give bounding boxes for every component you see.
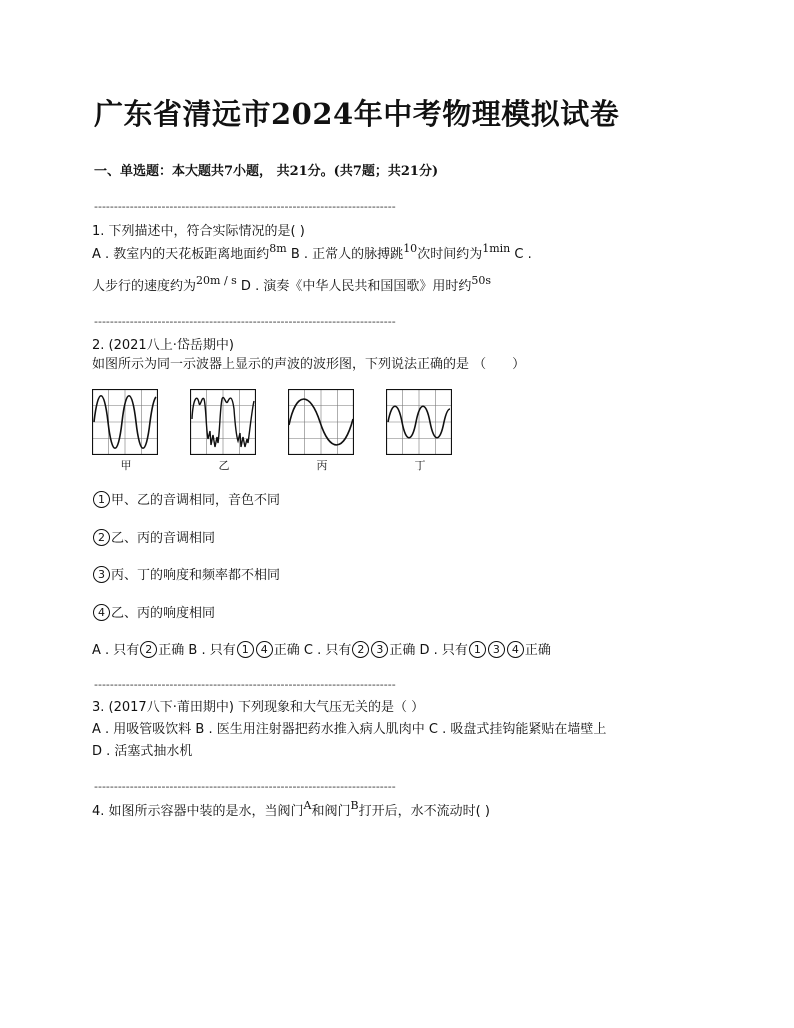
circled-number: 2	[93, 529, 110, 546]
q2-option-c: 正确 C . 只有	[273, 643, 352, 658]
q2-option-d-tail: 正确	[524, 643, 551, 658]
q3-stem: 3. (2017八下·莆田期中) 下列现象和大气压无关的是（ ）	[92, 700, 425, 715]
circled-number: 4	[507, 641, 524, 658]
circled-number: 4	[256, 641, 273, 658]
caption-yi: 乙	[218, 459, 230, 472]
circled-number: 1	[93, 491, 110, 508]
circled-number: 3	[371, 641, 388, 658]
q1-option-b-value-2: 1min	[482, 242, 511, 255]
circled-number: 2	[352, 641, 369, 658]
q1-stem: 1. 下列描述中，符合实际情况的是( )	[92, 224, 305, 239]
q2-stem: 如图所示为同一示波器上显示的声波的波形图，下列说法正确的是 （ ）	[92, 357, 526, 372]
page-title: 广东省清远市2024年中考物理模拟试卷	[94, 97, 620, 131]
q3-options-line-1: A . 用吸管吸饮料 B . 医生用注射器把药水推入病人肌肉中 C . 吸盘式挂钩能紧贴在墙壁上	[92, 722, 607, 737]
caption-ding: 丁	[414, 459, 426, 472]
divider: ----------------------------------------------------------------------------	[94, 315, 396, 328]
divider: ----------------------------------------------------------------------------	[94, 780, 396, 793]
q1-option-d: D . 演奏《中华人民共和国国歌》用时约	[236, 279, 472, 294]
section-header: 一、单选题：本大题共7小题， 共21分。(共7题；共21分)	[94, 164, 439, 179]
q1-option-c-text: 人步行的速度约为	[92, 279, 197, 294]
q2-statement-4	[92, 602, 215, 622]
caption-bing: 丙	[316, 459, 328, 472]
statement-text: 丙、丁的响度和频率都不相同	[111, 568, 281, 583]
q1-option-a: A . 教室内的天花板距离地面约	[92, 247, 270, 262]
q1-option-b-mid: 次时间约为	[417, 247, 483, 262]
statement-text: 乙、丙的响度相同	[111, 606, 216, 621]
q2-option-d: 正确 D . 只有	[389, 643, 468, 658]
q1-option-d-value: 50s	[471, 274, 491, 287]
q4-stem-mid: 和阀门	[311, 804, 351, 819]
q4-stem-start: 4. 如图所示容器中装的是水，当阀门	[92, 804, 304, 819]
circled-number: 2	[140, 641, 157, 658]
divider: ----------------------------------------------------------------------------	[94, 678, 396, 691]
divider: ----------------------------------------------------------------------------	[94, 200, 396, 213]
q2-option-b: 正确 B . 只有	[158, 643, 236, 658]
valve-a-label: A	[303, 799, 312, 812]
q2-statement-3	[92, 564, 280, 584]
statement-text: 乙、丙的音调相同	[111, 531, 216, 546]
circled-number: 4	[93, 604, 110, 621]
q2-options	[92, 639, 551, 659]
circled-number: 1	[237, 641, 254, 658]
valve-b-label: B	[350, 799, 359, 812]
q1-option-b: B . 正常人的脉搏跳	[286, 247, 404, 262]
q1-options-line-1	[92, 243, 532, 262]
waveform-jia	[92, 389, 160, 473]
q1-option-c-value: 20m / s	[196, 274, 237, 287]
waveform-ding	[386, 389, 454, 473]
q1-option-c: C .	[510, 247, 532, 262]
q4-stem	[92, 800, 490, 819]
waveform-yi	[190, 389, 258, 473]
statement-text: 甲、乙的音调相同，音色不同	[111, 493, 281, 508]
circled-number: 3	[93, 566, 110, 583]
q2-statement-1	[92, 489, 280, 509]
q2-statement-2	[92, 527, 215, 547]
caption-jia: 甲	[120, 459, 132, 472]
q4-stem-end: 打开后，水不流动时( )	[358, 804, 490, 819]
q1-option-b-value: 10	[403, 242, 418, 255]
q2-option-a: A . 只有	[92, 643, 140, 658]
q1-option-a-value: 8m	[269, 242, 287, 255]
q2-source: 2. (2021八上·岱岳期中)	[92, 338, 234, 353]
q3-options-line-2: D . 活塞式抽水机	[92, 744, 193, 759]
circled-number: 1	[469, 641, 486, 658]
q1-options-line-2	[92, 275, 491, 294]
circled-number: 3	[488, 641, 505, 658]
waveform-bing	[288, 389, 356, 473]
